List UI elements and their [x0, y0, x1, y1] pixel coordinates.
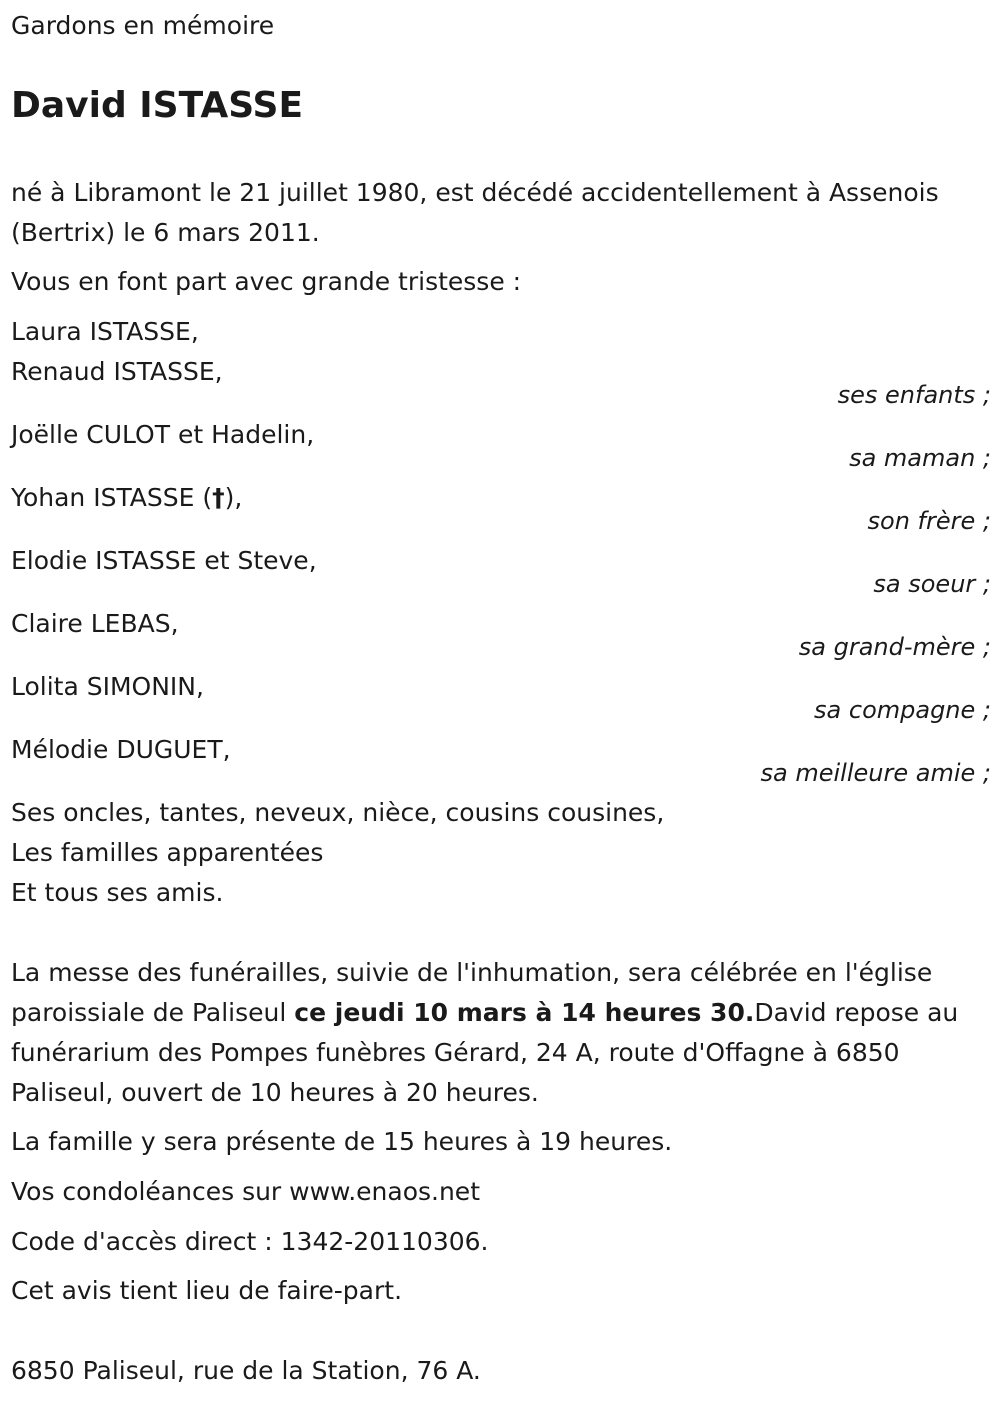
funeral-line-2 [11, 993, 991, 1033]
address-text: 6850 Paliseul, rue de la Station, 76 A. [11, 1356, 481, 1385]
announce-line [11, 262, 991, 302]
family-group-brother [11, 478, 991, 518]
funeral-paragraph [11, 953, 991, 1113]
family-name: Renaud ISTASSE, [11, 357, 223, 386]
heading: Gardons en mémoire [11, 11, 275, 40]
others-line: Ses oncles, tantes, neveux, nièce, cousins cousines, [11, 798, 665, 827]
relation-label: sa grand-mère ; [798, 633, 991, 661]
family-name-suffix: ), [224, 483, 243, 512]
birth-death-line-2: (Bertrix) le 6 mars 2011. [11, 218, 320, 247]
family-name: Lolita SIMONIN, [11, 672, 204, 701]
family-name: Claire LEBAS, [11, 609, 179, 638]
deceased-name: David ISTASSE [11, 85, 304, 126]
cross-icon: † [212, 483, 225, 512]
condolences-line [11, 1172, 991, 1212]
others-line: Et tous ses amis. [11, 878, 224, 907]
access-code-text: Code d'accès direct : 1342-20110306. [11, 1227, 489, 1256]
birth-death-line-1: né à Libramont le 21 juillet 1980, est décédé accidentellement à Assenois [11, 178, 939, 207]
others-list [11, 793, 991, 913]
funeral-line-3: funérarium des Pompes funèbres Gérard, 24 A, route d'Offagne à 6850 [11, 1038, 900, 1067]
relation-label: sa maman ; [849, 444, 991, 472]
notice-line [11, 1271, 991, 1311]
funeral-date-time: ce jeudi 10 mars à 14 heures 30. [294, 998, 755, 1027]
others-line: Les familles apparentées [11, 838, 324, 867]
family-name: Joëlle CULOT et Hadelin, [11, 420, 315, 449]
condolences-text: Vos condoléances sur www.enaos.net [11, 1177, 480, 1206]
family-name-with-cross [11, 478, 991, 518]
presence-text: La famille y sera présente de 15 heures à 19 heures. [11, 1127, 673, 1156]
address-line [11, 1351, 991, 1391]
birth-death-paragraph [11, 173, 991, 253]
relation-label: son frère ; [867, 507, 991, 535]
funeral-line-2-post: David repose au [754, 998, 959, 1027]
family-name-prefix: Yohan ISTASSE ( [11, 483, 213, 512]
funeral-line-1: La messe des funérailles, suivie de l'inhumation, sera célébrée en l'église [11, 958, 933, 987]
notice-text: Cet avis tient lieu de faire-part. [11, 1276, 403, 1305]
announce-text: Vous en font part avec grande tristesse : [11, 267, 522, 296]
relation-label: sa compagne ; [814, 696, 991, 724]
funeral-line-2-pre: paroissiale de Paliseul [11, 998, 295, 1027]
access-code-line [11, 1222, 991, 1262]
relation-label: sa soeur ; [873, 570, 991, 598]
funeral-line-4: Paliseul, ouvert de 10 heures à 20 heures. [11, 1078, 539, 1107]
family-name: Laura ISTASSE, [11, 317, 199, 346]
presence-line [11, 1122, 991, 1162]
relation-label: ses enfants ; [837, 381, 991, 409]
relation-label: sa meilleure amie ; [760, 759, 991, 787]
family-group-sister [11, 541, 991, 581]
family-group-mother [11, 415, 991, 455]
family-name: Mélodie DUGUET, [11, 735, 231, 764]
family-name: Elodie ISTASSE et Steve, [11, 546, 317, 575]
